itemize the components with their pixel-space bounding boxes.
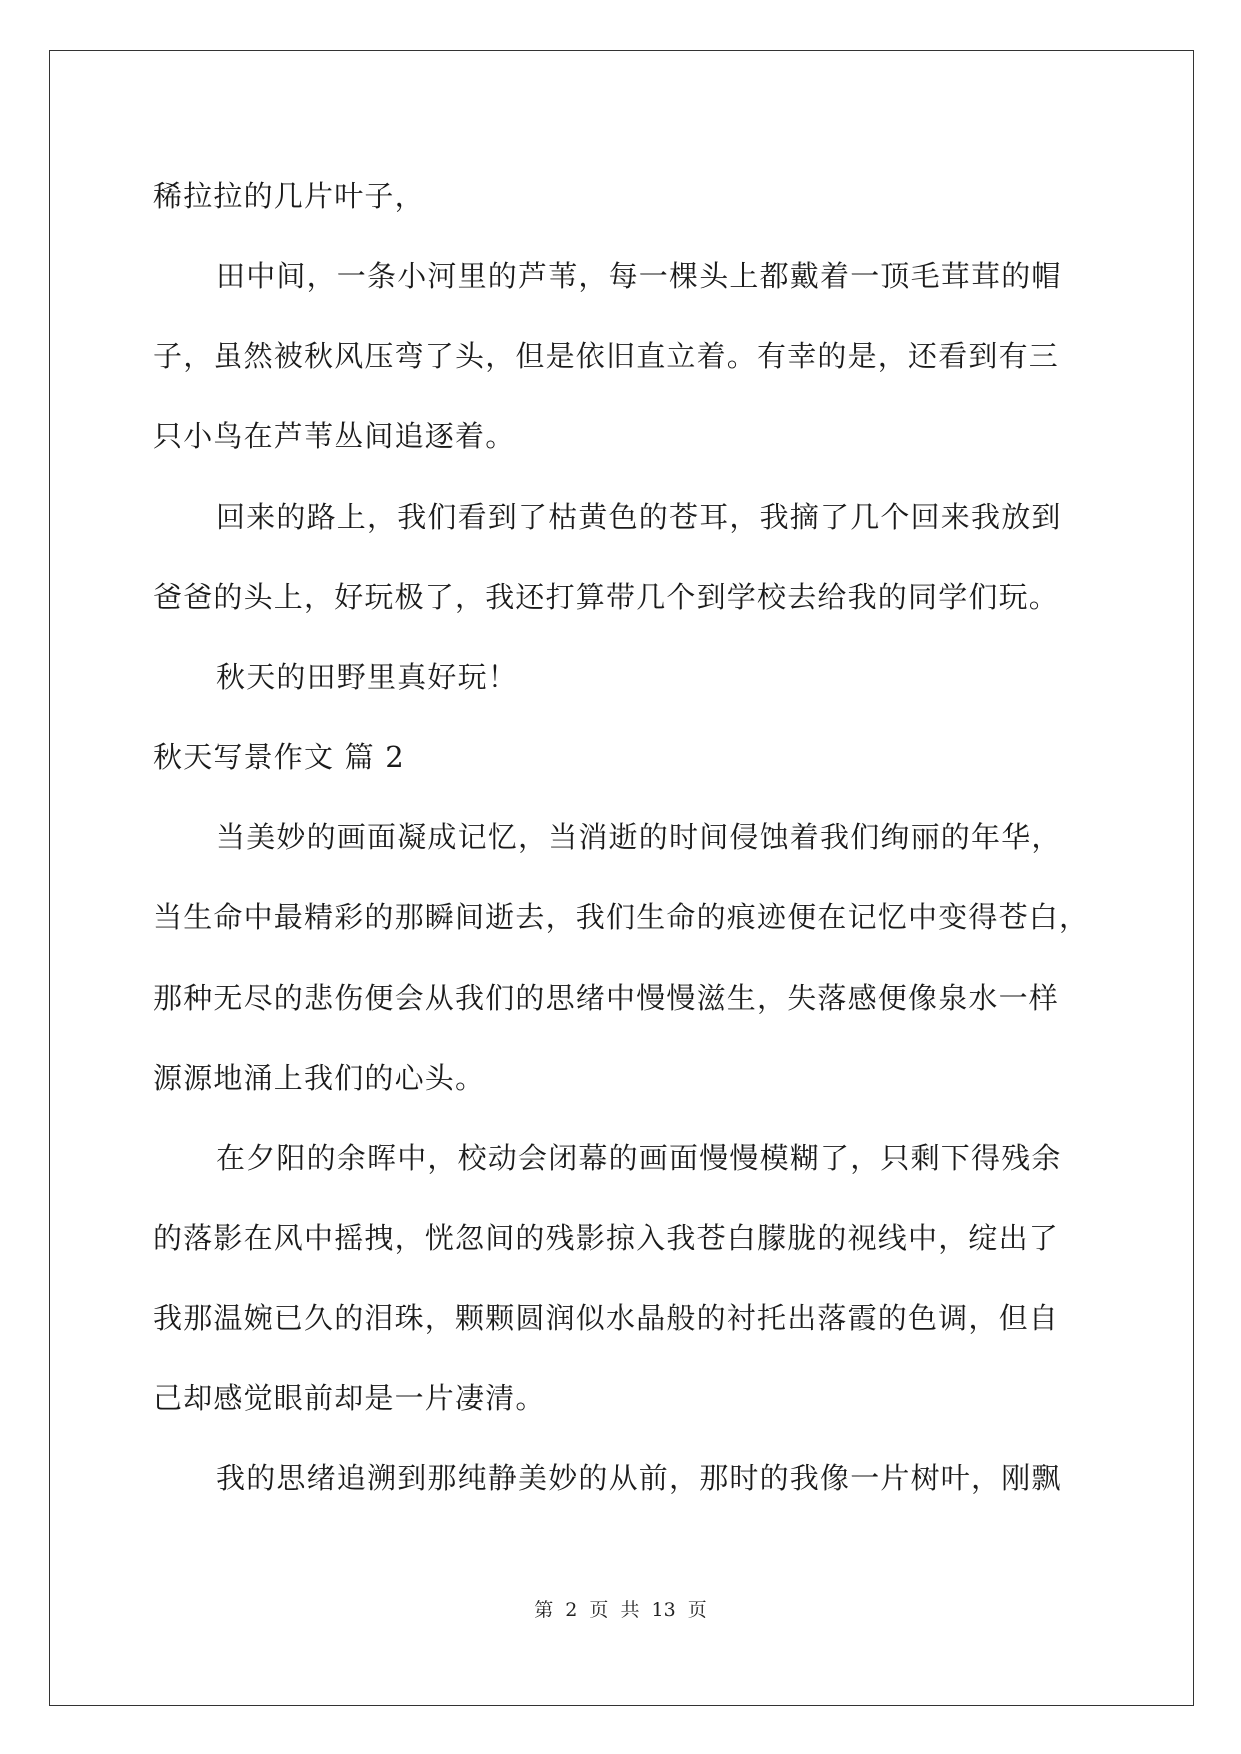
- text-line: 秋天的田野里真好玩！: [216, 660, 519, 694]
- text-line: 源源地涌上我们的心头。: [153, 1061, 486, 1095]
- text-line: 只小鸟在芦苇丛间追逐着。: [153, 419, 516, 453]
- text-line: 子，虽然被秋风压弯了头，但是依旧直立着。有幸的是，还看到有三: [153, 339, 1060, 373]
- text-line: 田中间，一条小河里的芦苇，每一棵头上都戴着一顶毛茸茸的帽: [216, 259, 1062, 293]
- page-number-footer: 第 2 页 共 13 页: [534, 1599, 707, 1621]
- text-line: 回来的路上，我们看到了枯黄色的苍耳，我摘了几个回来我放到: [216, 500, 1062, 534]
- text-line: 我那温婉已久的泪珠，颗颗圆润似水晶般的衬托出落霞的色调，但自: [153, 1301, 1060, 1335]
- text-line: 那种无尽的悲伤便会从我们的思绪中慢慢滋生，失落感便像泉水一样: [153, 981, 1060, 1015]
- text-line: 当美妙的画面凝成记忆，当消逝的时间侵蚀着我们绚丽的年华，: [216, 820, 1062, 854]
- section-heading: 秋天写景作文 篇 2: [153, 740, 405, 774]
- text-line: 在夕阳的余晖中，校动会闭幕的画面慢慢模糊了，只剩下得残余: [216, 1141, 1062, 1175]
- text-line: 的落影在风中摇拽，恍忽间的残影掠入我苍白朦胧的视线中，绽出了: [153, 1221, 1060, 1255]
- text-line: 己却感觉眼前却是一片凄清。: [153, 1381, 546, 1415]
- text-line: 当生命中最精彩的那瞬间逝去，我们生命的痕迹便在记忆中变得苍白，: [153, 900, 1090, 934]
- text-line: 我的思绪追溯到那纯静美妙的从前，那时的我像一片树叶，刚飘: [216, 1461, 1062, 1495]
- text-line: 爸爸的头上，好玩极了，我还打算带几个到学校去给我的同学们玩。: [153, 580, 1060, 614]
- text-line: 稀拉拉的几片叶子，: [153, 179, 425, 213]
